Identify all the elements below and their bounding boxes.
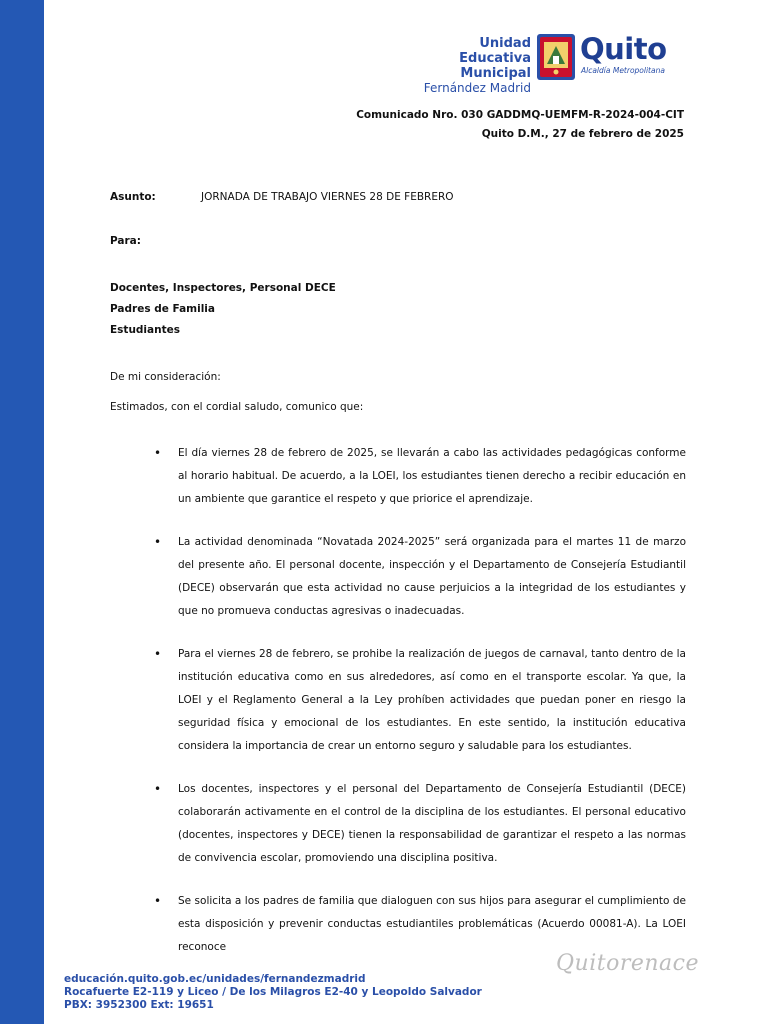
institution-line-3: Fernández Madrid — [423, 81, 531, 95]
list-item — [150, 442, 686, 511]
bullet-icon: • — [154, 535, 162, 549]
list-item-text: El día viernes 28 de febrero de 2025, se llevarán a cabo las actividades pedagógicas conforme al horario habitual. De acuerdo, a la LOEI, los estudiantes tienen derecho a recibir educación en un ambiente que garantice el respeto y que priorice el aprendizaje. — [178, 447, 686, 505]
footer-address: Rocafuerte E2-119 y Liceo / De los Milagros E2-40 y Leopoldo Salvador — [64, 986, 482, 998]
list-item-text: Para el viernes 28 de febrero, se prohibe la realización de juegos de carnaval, tanto dentro de la institución educativa como en sus alrededores, así como en el transporte escolar. Ya que, la LOEI y el Reglamento General a la Ley prohíben actividades que puedan poner en riesgo la seguridad física y emocional de los estudiantes. En este sentido, la institución educativa considera la importancia de crear un entorno seguro y saludable para los estudiantes. — [178, 648, 686, 752]
list-item-text: Los docentes, inspectores y el personal del Departamento de Consejería Estudiantil (DECE) colaborarán activamente en el control de la disciplina de los estudiantes. El personal educativo (docentes, inspectores y DECE) tienen la responsabilidad de garantizar el respeto a las normas de convivencia escolar, promoviendo una disciplina positiva. — [178, 783, 686, 864]
quitorenace-slogan: Quitorenace — [556, 951, 699, 976]
bullet-icon: • — [154, 894, 162, 908]
footer-website: educación.quito.gob.ec/unidades/fernandezmadrid — [64, 973, 366, 985]
institution-line-2: Educativa Municipal — [459, 51, 531, 81]
list-item — [150, 778, 686, 870]
recipients-list — [110, 278, 336, 341]
recipient-item: Docentes, Inspectores, Personal DECE — [110, 282, 336, 294]
intro-paragraph: Estimados, con el cordial saludo, comunico que: — [110, 401, 364, 413]
left-blue-margin-bar — [0, 0, 44, 1024]
recipient-item: Padres de Familia — [110, 303, 215, 315]
bullet-icon: • — [154, 647, 162, 661]
footer-contact — [64, 973, 482, 1012]
bullet-list — [150, 442, 686, 979]
reference-number: Comunicado Nro. 030 GADDMQ-UEMFM-R-2024-004-CIT — [356, 109, 684, 121]
greeting: De mi consideración: — [110, 371, 221, 383]
list-item — [150, 643, 686, 758]
list-item — [150, 531, 686, 623]
quito-logo-subtitle: Alcaldía Metropolitana — [581, 66, 665, 75]
institution-line-1: Unidad — [479, 36, 531, 51]
list-item — [150, 890, 686, 959]
quito-logo-wordmark: Quito — [580, 32, 667, 66]
to-label: Para: — [110, 235, 141, 247]
quito-crest-icon — [537, 34, 575, 80]
subject-label: Asunto: — [110, 191, 156, 203]
bullet-icon: • — [154, 446, 162, 460]
reference-block — [356, 106, 684, 144]
list-item-text: La actividad denominada “Novatada 2024-2025” será organizada para el martes 11 de marzo del presente año. El personal docente, inspección y el Departamento de Consejería Estudiantil (DECE) observarán que esta actividad no cause perjuicios a la integridad de los estudiantes y que no promueva conductas agresivas o inadecuadas. — [178, 536, 686, 617]
bullet-icon: • — [154, 782, 162, 796]
footer-phone: PBX: 3952300 Ext: 19651 — [64, 999, 214, 1011]
reference-date: Quito D.M., 27 de febrero de 2025 — [481, 128, 684, 140]
recipient-item: Estudiantes — [110, 324, 180, 336]
list-item-text: Se solicita a los padres de familia que dialoguen con sus hijos para asegurar el cumplimiento de esta disposición y prevenir conductas estudiantiles problemáticas (Acuerdo 00081-A). La LOEI reconoce — [178, 895, 686, 953]
subject-value: JORNADA DE TRABAJO VIERNES 28 DE FEBRERO — [201, 191, 454, 203]
institution-name — [395, 36, 531, 95]
